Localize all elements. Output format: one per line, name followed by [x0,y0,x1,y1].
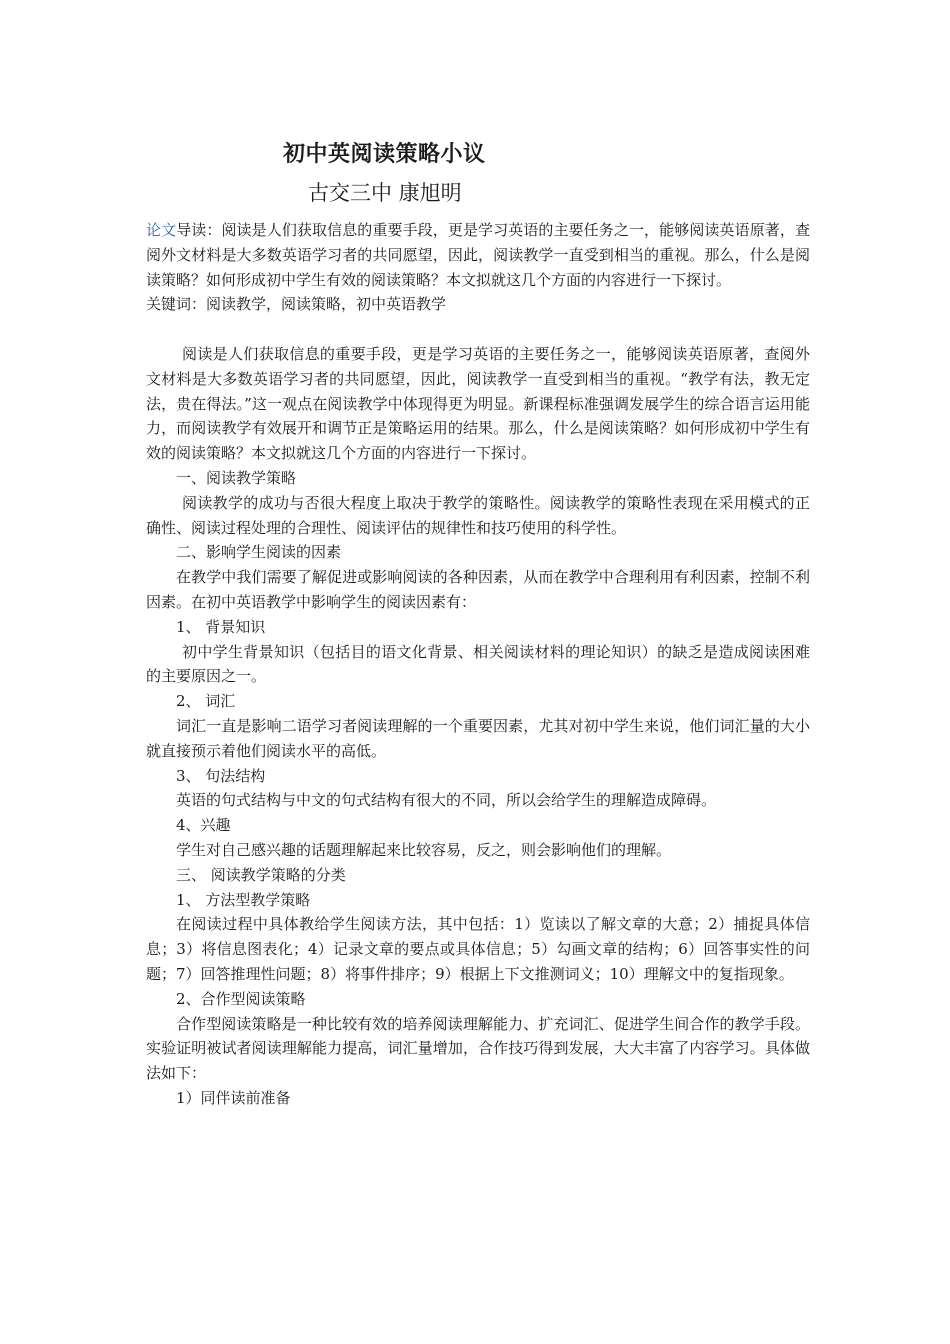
background-paragraph: 初中学生背景知识（包括目的语文化背景、相关阅读材料的理论知识）的缺乏是造成阅读困难的主要原因之一。 [146,642,810,686]
interest-paragraph: 学生对自己感兴趣的话题理解起来比较容易，反之，则会影响他们的理解。 [176,840,672,859]
section-heading-2: 二、影响学生阅读的因素 [176,543,342,562]
keywords-line: 关键词：阅读教学，阅读策略，初中英语教学 [146,295,447,314]
section-2-paragraph: 在教学中我们需要了解促进或影响阅读的各种因素，从而在教学中合理利用有利因素，控制不利因素。在初中英语教学中影响学生的阅读因素有： [146,568,810,611]
subheading-syntax: 3、 句法结构 [176,766,266,785]
document-title: 初中英阅读策略小议 [283,141,486,167]
vocabulary-paragraph: 词汇一直是影响二语学习者阅读理解的一个重要因素，尤其对初中学生来说，他们词汇量的大小就直接预示着他们阅读水平的高低。 [146,716,810,760]
subheading-interest: 4、兴趣 [176,816,231,835]
method-paragraph: 在阅读过程中具体教给学生阅读方法，其中包括：1）览读以了解文章的大意；2）捕捉具体信息；3）将信息图表化；4）记录文章的要点或具体信息；5）勾画文章的结构；6）回答事实性的问题；7）回答推理性问题；8）将事件排序；9）根据上下文推测词义；10）理解文中的复指现象。 [146,915,810,983]
subheading-cooperative: 2、合作型阅读策略 [176,989,306,1008]
section-heading-1: 一、阅读教学策略 [176,468,297,487]
syntax-paragraph: 英语的句式结构与中文的句式结构有很大的不同，所以会给学生的理解造成障碍。 [176,791,717,810]
section-heading-3: 三、 阅读教学策略的分类 [176,865,346,884]
author-line: 古交三中 康旭明 [308,181,462,205]
subheading-background: 1、 背景知识 [176,617,266,636]
intro-paragraph: 阅读是人们获取信息的重要手段，更是学习英语的主要任务之一，能够阅读英语原著，查阅外文材料是大多数英语学习者的共同愿望，因此，阅读教学一直受到相当的重视。“教学有法，教无定法，贵在得法。”这一观点在阅读教学中体现得更为明显。新课程标准强调发展学生的综合语言运用能力，而阅读教学有效展开和调节正是策略运用的结果。那么，什么是阅读策略？如何形成初中学生有效的阅读策略？本文拟就这几个方面的内容进行一下探讨。 [146,344,810,463]
section-1-paragraph: 阅读教学的成功与否很大程度上取决于教学的策略性。阅读教学的策略性表现在采用模式的正确性、阅读过程处理的合理性、阅读评估的规律性和技巧使用的科学性。 [146,493,810,537]
abstract-paragraph [146,218,810,292]
subheading-method: 1、 方法型教学策略 [176,890,311,909]
blank-line [146,317,810,342]
subheading-peer-prep: 1）同伴读前准备 [176,1088,291,1107]
document-page [146,138,810,1111]
abstract-link[interactable]: 论文 [146,221,177,239]
subheading-vocabulary: 2、 词汇 [176,692,236,711]
cooperative-paragraph: 合作型阅读策略是一种比较有效的培养阅读理解能力、扩充词汇、促进学生间合作的教学手段。实验证明被试者阅读理解能力提高，词汇量增加，合作技巧得到发展，大大丰富了内容学习。具体做法如下： [146,1014,810,1083]
abstract-text: 导读：阅读是人们获取信息的重要手段，更是学习英语的主要任务之一，能够阅读英语原著，查阅外文材料是大多数英语学习者的共同愿望，因此，阅读教学一直受到相当的重视。那么，什么是阅读策略？如何形成初中学生有效的阅读策略？本文拟就这几个方面的内容进行一下探讨。 [146,221,810,289]
